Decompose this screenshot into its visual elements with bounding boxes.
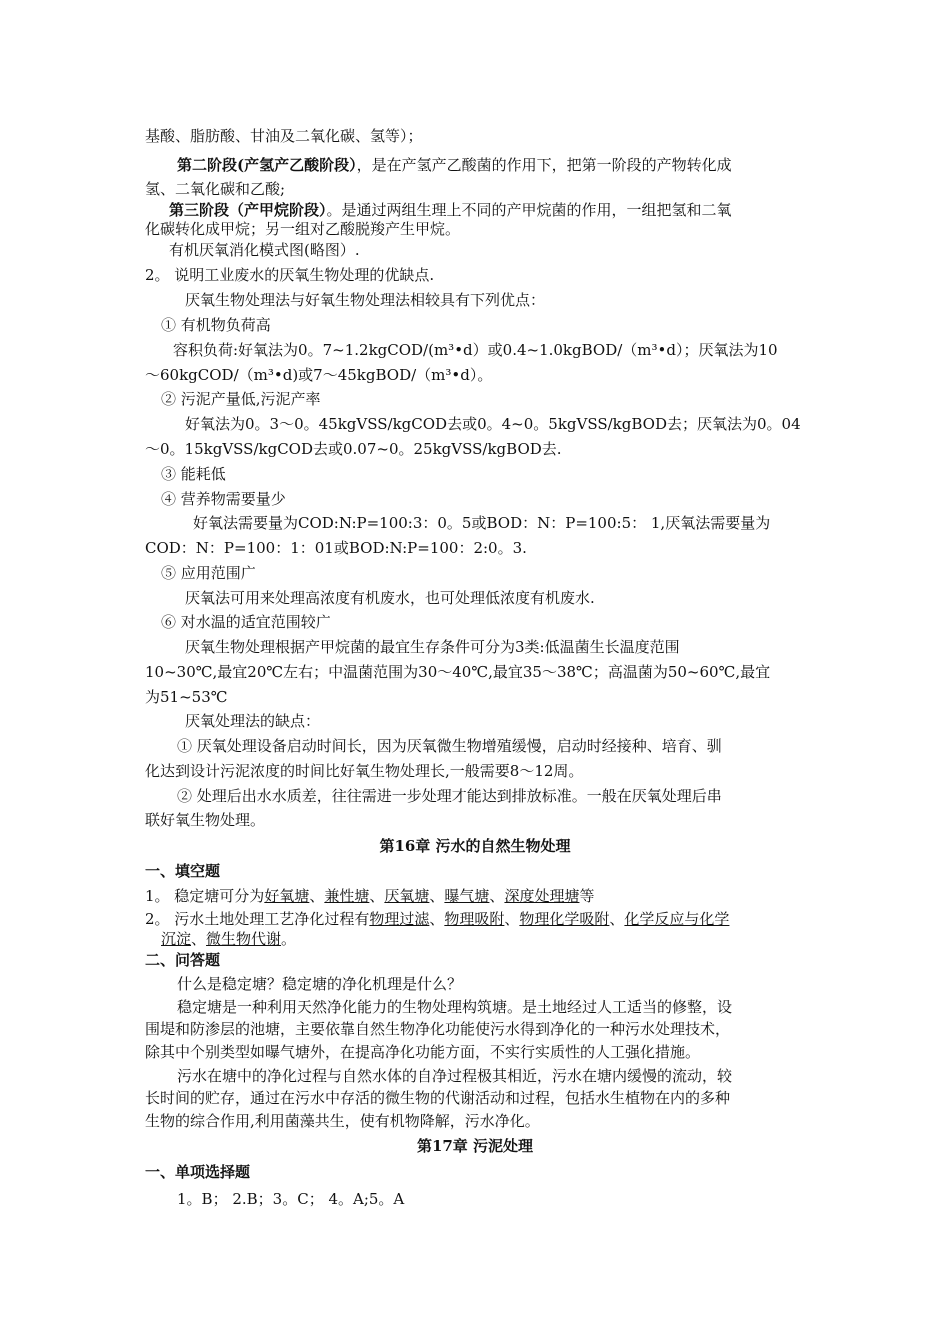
- text-span: 、: [191, 930, 207, 948]
- section-heading: 二、问答题: [145, 951, 221, 969]
- text-span: 等: [579, 887, 595, 905]
- text-span: 、: [489, 887, 505, 905]
- text-line: 为51~53℃: [145, 688, 228, 706]
- answer-line: 1。B； 2.B；3。C； 4。A;5。A: [177, 1190, 405, 1208]
- list-item: ④ 营养物需要量少: [161, 490, 286, 508]
- text-line: 生物的综合作用,利用菌藻共生，使有机物降解，污水净化。: [145, 1112, 540, 1130]
- text-line: COD：N：P=100：1：01或BOD:N:P=100：2:0。3.: [145, 539, 527, 557]
- stage-heading: 第三阶段（产甲烷阶段）: [169, 201, 327, 219]
- answer-blank: 物理过滤: [369, 910, 430, 928]
- text-line: ～60kgCOD/（m³•d)或7～45kgBOD/（m³•d）。: [145, 366, 493, 384]
- text-span: 1。 稳定塘可分为: [145, 887, 265, 905]
- question-heading: 2。 说明工业废水的厌氧生物处理的优缺点.: [145, 266, 435, 284]
- answer-blank: 物理化学吸附: [519, 910, 610, 928]
- section-heading: 一、单项选择题: [145, 1163, 251, 1181]
- text-line: 基酸、脂肪酸、甘油及二氧化碳、氢等）；: [145, 127, 423, 145]
- answer-blank: 物理吸附: [444, 910, 505, 928]
- text-line: 厌氧生物处理根据产甲烷菌的最宜生存条件可分为3类:低温菌生长温度范围: [185, 638, 680, 656]
- answer-blank: 厌氧塘: [384, 887, 430, 905]
- list-item: ① 有机物负荷高: [161, 316, 271, 334]
- section-heading: 一、填空题: [145, 862, 221, 880]
- text-line: 联好氧生物处理。: [145, 811, 266, 829]
- answer-blank: 兼性塘: [324, 887, 370, 905]
- text-line: 长时间的贮存，通过在污水中存活的微生物的代谢活动和过程，包括水生植物在内的多种: [145, 1089, 731, 1107]
- answer-blank: 化学反应与化学: [624, 910, 730, 928]
- answer-blank: 沉淀: [161, 930, 192, 948]
- stage-heading: 第二阶段(产氢产乙酸阶段）: [177, 156, 357, 174]
- text-span: 2。 污水土地处理工艺净化过程有: [145, 910, 370, 928]
- text-line: [169, 200, 732, 220]
- fill-item: [145, 909, 729, 929]
- text-line: 化达到设计污泥浓度的时间比好氧生物处理长,一般需要8～12周。: [145, 762, 584, 780]
- text-line: 稳定塘是一种利用天然净化能力的生物处理构筑塘。是土地经过人工适当的修整，设: [177, 998, 733, 1016]
- text-line: ② 处理后出水水质差，往往需进一步处理才能达到排放标准。一般在厌氧处理后串: [177, 787, 722, 805]
- text-span: 、: [429, 910, 445, 928]
- text-line: 化碳转化成甲烷；另一组对乙酸脱羧产生甲烷。: [145, 220, 461, 238]
- fill-item-continued: [161, 929, 296, 949]
- text-span: 、: [309, 887, 325, 905]
- text-line: 好氧法需要量为COD:N:P=100:3：0。5或BOD：N：P=100:5： 1,厌氧法需要量为: [193, 514, 771, 532]
- answer-blank: 好氧塘: [264, 887, 310, 905]
- answer-blank: 曝气塘: [444, 887, 490, 905]
- text-line: 除其中个别类型如曝气塘外，在提高净化功能方面，不实行实质性的人工强化措施。: [145, 1043, 701, 1061]
- text-line: ～0。15kgVSS/kgCOD去或0.07~0。25kgVSS/kgBOD去.: [145, 440, 562, 458]
- answer-blank: 微生物代谢: [206, 930, 282, 948]
- chapter-title: 第16章 污水的自然生物处理: [379, 837, 571, 855]
- text-span: 、: [504, 910, 520, 928]
- text-line: ① 厌氧处理设备启动时间长，因为厌氧微生物增殖缓慢，启动时经接种、培育、驯: [177, 737, 722, 755]
- text-line: 围堤和防渗层的池塘，主要依靠自然生物净化功能使污水得到净化的一种污水处理技术，: [145, 1020, 731, 1038]
- text-span: 、: [609, 910, 625, 928]
- text-line: [177, 155, 732, 175]
- text-line: 厌氧生物处理法与好氧生物处理法相较具有下列优点：: [185, 291, 546, 309]
- fill-item: [145, 886, 594, 906]
- text-line: 容积负荷:好氧法为0。7~1.2kgCOD/(m³•d）或0.4~1.0kgBOD/（m³•d）；厌氧法为10: [173, 341, 778, 359]
- list-item: ③ 能耗低: [161, 465, 226, 483]
- text-line: 氢、二氧化碳和乙酸;: [145, 180, 286, 198]
- text-line: 厌氧处理法的缺点：: [185, 712, 321, 730]
- list-item: ⑤ 应用范围广: [161, 564, 256, 582]
- text-line: 10~30℃,最宜20℃左右；中温菌范围为30～40℃,最宜35～38℃；高温菌为50~60℃,最宜: [145, 663, 771, 681]
- text-span: 。是通过两组生理上不同的产甲烷菌的作用，一组把氢和二氧: [326, 201, 732, 219]
- text-line: 好氧法为0。3～0。45kgVSS/kgCOD去或0。4~0。5kgVSS/kgBOD去；厌氧法为0。04: [185, 415, 801, 433]
- text-line: 有机厌氧消化模式图(略图）.: [169, 241, 360, 259]
- text-span: 、: [369, 887, 385, 905]
- text-span: 。: [281, 930, 297, 948]
- chapter-title: 第17章 污泥处理: [416, 1137, 534, 1155]
- question-text: 什么是稳定塘？稳定塘的净化机理是什么？: [177, 975, 463, 993]
- text-span: ，是在产氢产乙酸菌的作用下，把第一阶段的产物转化成: [356, 156, 732, 174]
- list-item: ⑥ 对水温的适宜范围较广: [161, 613, 331, 631]
- text-line: 厌氧法可用来处理高浓度有机废水，也可处理低浓度有机废水.: [185, 589, 595, 607]
- answer-blank: 深度处理塘: [504, 887, 580, 905]
- text-line: 污水在塘中的净化过程与自然水体的自净过程极其相近，污水在塘内缓慢的流动，较: [177, 1067, 733, 1085]
- list-item: ② 污泥产量低,污泥产率: [161, 390, 321, 408]
- text-span: 、: [429, 887, 445, 905]
